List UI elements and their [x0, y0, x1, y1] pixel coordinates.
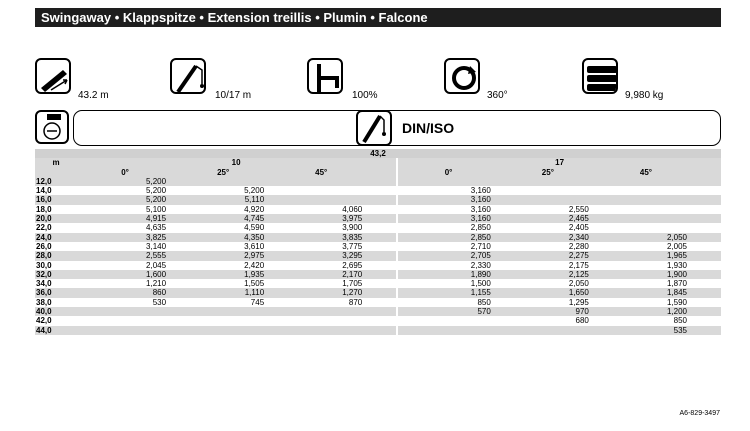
load-cell: [174, 316, 272, 325]
load-cell: 2,330: [397, 261, 499, 270]
load-cell: 1,155: [397, 288, 499, 297]
table-row: [35, 270, 721, 279]
load-cell: 1,200: [597, 307, 695, 316]
group-header-row: [35, 158, 721, 167]
load-cell: [76, 326, 174, 335]
table-row: [35, 214, 721, 223]
table-row: [35, 298, 721, 307]
table-row: [35, 261, 721, 270]
table-row: [35, 223, 721, 232]
load-cell: 5,200: [146, 186, 167, 196]
angle-header: 45°: [272, 168, 370, 177]
radius-cell: 22,0: [36, 223, 52, 233]
radius-cell: 32,0: [35, 270, 76, 279]
load-cell: [174, 326, 272, 335]
load-cell: 3,295: [272, 251, 370, 260]
load-cell: 4,915: [76, 214, 174, 223]
load-cell: 2,340: [499, 233, 597, 242]
radius-cell: 36,0: [35, 288, 76, 297]
load-cell: 2,170: [272, 270, 370, 279]
load-cell: [397, 316, 499, 325]
angle-header: 0°: [76, 168, 174, 177]
load-cell: 1,110: [174, 288, 272, 297]
load-cell: 1,965: [597, 251, 695, 260]
load-cell: 2,705: [397, 251, 499, 260]
load-cell: 5,110: [174, 195, 272, 204]
radius-cell: 38,0: [36, 297, 52, 307]
angle-header-row: [35, 168, 721, 177]
load-cell: [272, 186, 370, 195]
load-cell: [397, 326, 499, 335]
load-cell: 4,060: [342, 204, 363, 214]
outrigger-icon: [307, 58, 343, 94]
load-cell: 4,635: [146, 223, 167, 233]
load-cell: 4,745: [174, 214, 272, 223]
title-bar: Swingaway • Klappspitze • Extension treillis • Plumin • Falcone: [35, 8, 721, 27]
load-cell: 680: [575, 316, 589, 326]
load-cell: 3,160: [397, 214, 499, 223]
load-cell: 2,280: [568, 241, 589, 251]
spec-extension-value: 10/17 m: [215, 90, 252, 101]
load-cell: 570: [397, 307, 499, 316]
load-cell: 1,930: [666, 260, 687, 270]
radius-cell: 24,0: [35, 233, 76, 242]
load-cell: 1,505: [244, 279, 265, 289]
load-cell: 2,550: [568, 204, 589, 214]
load-cell: 2,045: [146, 260, 167, 270]
load-cell: [597, 186, 695, 195]
load-cell: [597, 223, 695, 232]
group-header-17: 17: [397, 158, 721, 167]
table-row: [35, 205, 721, 214]
load-cell: 1,935: [174, 270, 272, 279]
load-cell: [499, 177, 597, 186]
boom-length-icon: [35, 58, 71, 94]
load-table: [35, 149, 721, 335]
load-cell: [76, 316, 174, 325]
load-cell: 1,295: [568, 297, 589, 307]
load-cell: 2,420: [244, 260, 265, 270]
load-cell: [499, 326, 597, 335]
angle-header: 0°: [397, 168, 499, 177]
load-cell: 5,100: [146, 204, 167, 214]
boom-length-cell: 43,2: [35, 149, 721, 158]
table-row: [35, 233, 721, 242]
load-cell: 3,610: [244, 241, 265, 251]
load-cell: 3,140: [146, 241, 167, 251]
load-cell: 1,650: [499, 288, 597, 297]
table-row: [35, 307, 721, 316]
load-cell: 1,210: [146, 279, 167, 289]
load-cell: 4,590: [244, 223, 265, 233]
load-cell: [499, 186, 597, 195]
load-cell: 1,705: [342, 279, 363, 289]
load-cell: 2,975: [174, 251, 272, 260]
load-cell: 3,835: [272, 233, 370, 242]
table-row: [35, 316, 721, 325]
load-cell: 1,270: [272, 288, 370, 297]
load-cell: 1,900: [597, 270, 695, 279]
radius-cell: 34,0: [36, 279, 52, 289]
load-cell: 5,200: [76, 195, 174, 204]
unit-header: m: [35, 158, 76, 167]
radius-cell: 16,0: [35, 195, 76, 204]
load-cell: 870: [348, 297, 363, 307]
load-cell: 1,600: [76, 270, 174, 279]
radius-cell: 44,0: [35, 326, 76, 335]
table-row: [35, 288, 721, 297]
load-cell: 2,050: [597, 233, 695, 242]
radius-cell: 28,0: [35, 251, 76, 260]
load-cell: 5,200: [244, 186, 265, 196]
load-cell: 1,870: [666, 279, 687, 289]
load-cell: 850: [673, 316, 687, 326]
load-cell: 2,050: [568, 279, 589, 289]
load-cell: [597, 205, 695, 214]
load-cell: 3,975: [272, 214, 370, 223]
radius-cell: 42,0: [36, 316, 52, 326]
radius-cell: 20,0: [35, 214, 76, 223]
load-cell: 2,555: [76, 251, 174, 260]
group-header-10: 10: [76, 158, 397, 167]
load-cell: 1,890: [397, 270, 499, 279]
load-gauge-icon: [35, 110, 69, 144]
angle-header: 45°: [597, 168, 695, 177]
spec-weight-value: 9,980 kg: [625, 90, 664, 101]
load-cell: 2,405: [568, 223, 589, 233]
load-cell: [174, 307, 272, 316]
counterweight-stack-icon: [582, 58, 618, 94]
radius-cell: 12,0: [35, 177, 76, 186]
load-cell: 3,825: [76, 233, 174, 242]
jib-icon: [356, 110, 392, 146]
load-cell: [499, 195, 597, 204]
load-cell: [272, 307, 370, 316]
table-row: [35, 279, 721, 288]
table-row: [35, 251, 721, 260]
load-cell: 2,850: [397, 223, 499, 232]
load-cell: [597, 195, 695, 204]
load-cell: 745: [250, 297, 265, 307]
load-cell: [272, 326, 370, 335]
load-cell: [597, 177, 695, 186]
load-cell: [397, 177, 499, 186]
load-cell: 2,465: [499, 214, 597, 223]
load-cell: 2,175: [568, 260, 589, 270]
load-cell: 2,710: [397, 242, 499, 251]
radius-cell: 26,0: [36, 241, 52, 251]
load-cell: 970: [499, 307, 597, 316]
rotation-360-icon: [444, 58, 480, 94]
spec-support-value: 100%: [352, 90, 378, 101]
load-cell: [76, 307, 174, 316]
load-cell: 4,350: [174, 233, 272, 242]
load-cell: [272, 177, 370, 186]
load-cell: 3,160: [397, 186, 499, 195]
load-cell: 2,275: [499, 251, 597, 260]
table-row: [35, 195, 721, 204]
load-cell: 3,160: [397, 195, 499, 204]
table-row: [35, 186, 721, 195]
load-cell: 4,920: [244, 204, 265, 214]
boom-length-row: [35, 149, 721, 158]
table-row: [35, 242, 721, 251]
load-cell: 850: [397, 298, 499, 307]
load-cell: 3,900: [342, 223, 363, 233]
standard-label: DIN/ISO: [402, 120, 455, 136]
angle-header: 25°: [499, 168, 597, 177]
load-cell: [597, 214, 695, 223]
doc-code: A6-829-3497: [679, 410, 720, 417]
spec-length-value: 43.2 m: [78, 90, 109, 101]
load-cell: 3,775: [342, 241, 363, 251]
radius-cell: 30,0: [36, 260, 52, 270]
radius-cell: 14,0: [36, 186, 52, 196]
angle-header: 25°: [174, 168, 272, 177]
load-cell: 535: [597, 326, 695, 335]
jib-extension-icon: [170, 58, 206, 94]
din-frame: [73, 110, 721, 146]
load-cell: 530: [152, 297, 167, 307]
load-cell: 2,850: [397, 233, 499, 242]
load-cell: [174, 177, 272, 186]
load-cell: 3,160: [397, 205, 499, 214]
load-cell: 2,695: [342, 260, 363, 270]
load-cell: 2,005: [666, 241, 687, 251]
load-cell: [272, 195, 370, 204]
table-row: [35, 326, 721, 335]
load-cell: 1,500: [397, 279, 499, 288]
load-cell: [272, 316, 370, 325]
load-cell: 860: [76, 288, 174, 297]
load-cell: 5,200: [76, 177, 174, 186]
radius-cell: 18,0: [36, 204, 52, 214]
load-cell: 1,845: [597, 288, 695, 297]
spec-slew-value: 360°: [487, 90, 508, 101]
load-cell: 2,125: [499, 270, 597, 279]
load-cell: 1,590: [666, 297, 687, 307]
radius-cell: 40,0: [35, 307, 76, 316]
table-row: [35, 177, 721, 186]
